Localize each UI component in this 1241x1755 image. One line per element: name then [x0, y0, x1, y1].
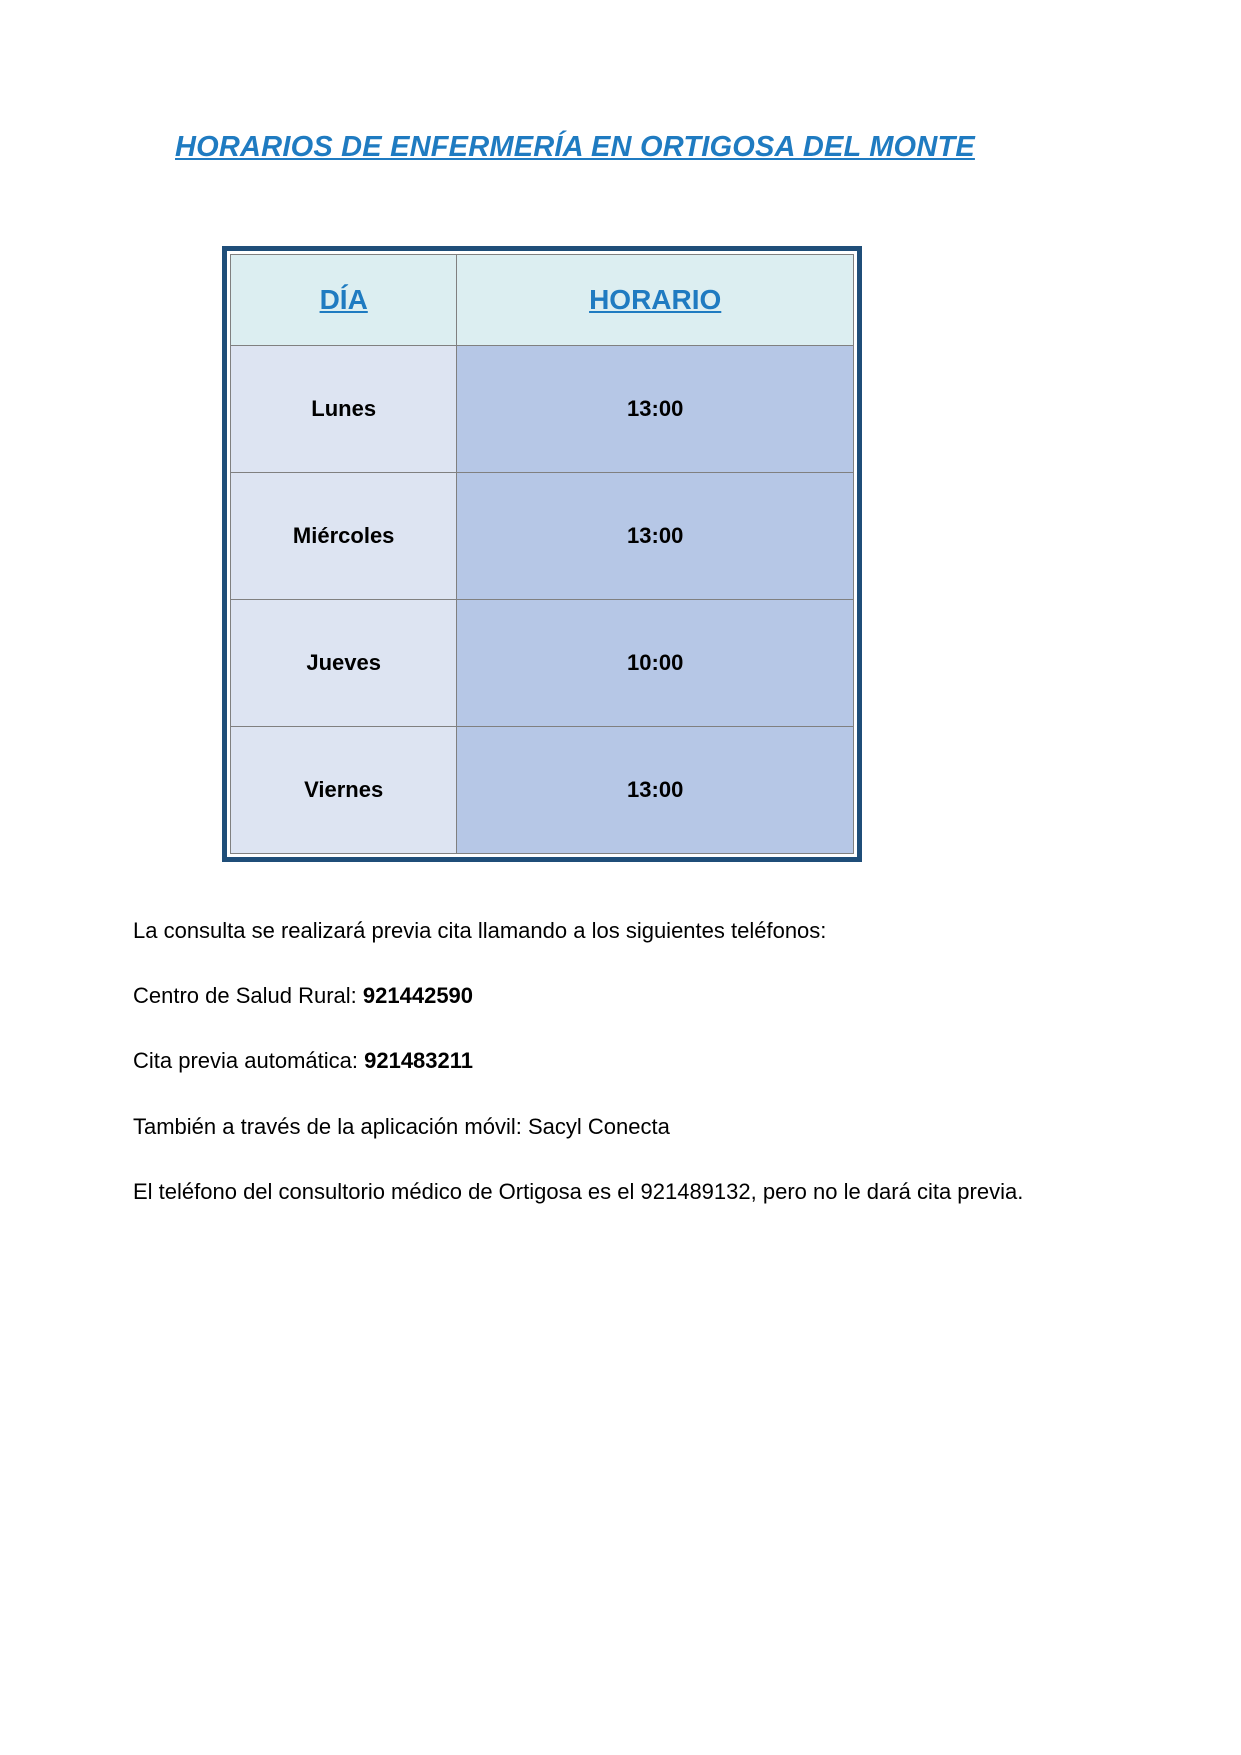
- paragraph-note: El teléfono del consultorio médico de Ortigosa es el 921489132, pero no le dará cita previa.: [133, 1178, 1024, 1204]
- cell-time: 13:00: [457, 727, 854, 854]
- table-row: [231, 727, 854, 854]
- table-header-row: [231, 255, 854, 346]
- table-row: [231, 600, 854, 727]
- cell-day: Jueves: [231, 600, 457, 727]
- paragraph-mobile-app: También a través de la aplicación móvil: Sacyl Conecta: [133, 1113, 670, 1139]
- cell-day: Viernes: [231, 727, 457, 854]
- cell-time: 13:00: [457, 473, 854, 600]
- paragraph-auto-appointment: [133, 1045, 1028, 1076]
- schedule-table: [230, 254, 854, 854]
- paragraph-health-center: [133, 980, 1028, 1011]
- table-row: [231, 346, 854, 473]
- cell-day: Lunes: [231, 346, 457, 473]
- cell-day: Miércoles: [231, 473, 457, 600]
- paragraph-intro: La consulta se realizará previa cita llamando a los siguientes teléfonos:: [133, 918, 827, 943]
- column-header-day: DÍA: [231, 255, 457, 346]
- label-auto-appointment: Cita previa automática:: [133, 1048, 365, 1074]
- table-row: [231, 473, 854, 600]
- phone-auto-appointment: 921483211: [364, 1048, 474, 1074]
- body-text-block: [133, 915, 1028, 1207]
- page-title: HORARIOS DE ENFERMERÍA EN ORTIGOSA DEL MONTE: [175, 131, 975, 163]
- column-header-time: HORARIO: [457, 255, 854, 346]
- cell-time: 10:00: [457, 600, 854, 727]
- schedule-table-container: [222, 246, 862, 862]
- phone-health-center: 921442590: [362, 983, 474, 1009]
- label-health-center: Centro de Salud Rural:: [133, 983, 363, 1009]
- cell-time: 13:00: [457, 346, 854, 473]
